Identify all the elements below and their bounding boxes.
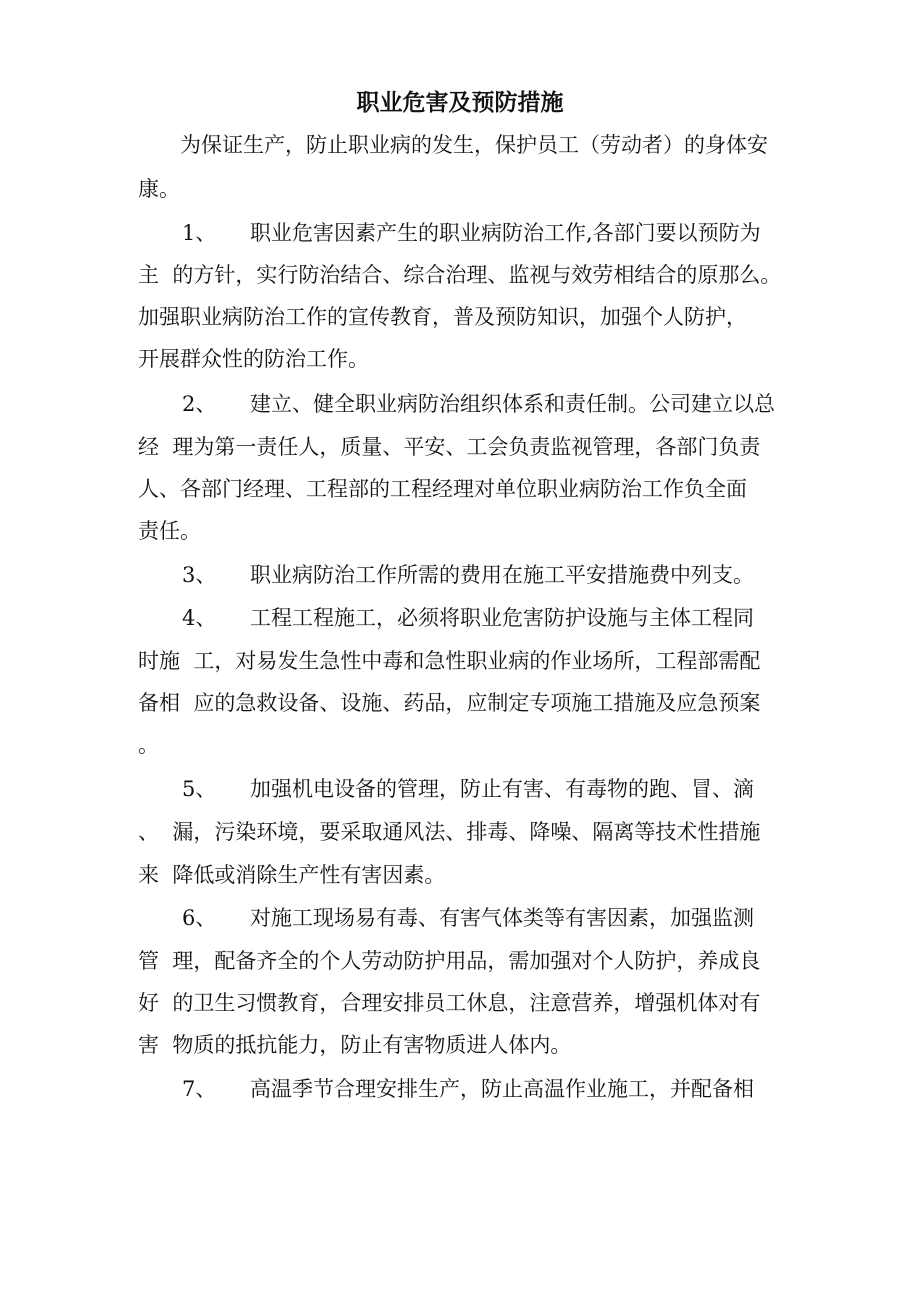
item-1-line-2: 主 的方针，实行防治结合、综合治理、监视与效劳相结合的原那么。	[138, 263, 782, 287]
item-4-line-4: 。	[138, 733, 159, 757]
item-4-line-3: 备相 应的急救设备、设施、药品，应制定专项施工措施及应急预案	[138, 691, 761, 715]
item-4-line-1: 工程工程施工，必须将职业危害防护设施与主体工程同	[250, 606, 754, 630]
item-2-line-4: 责任。	[138, 519, 201, 543]
item-7-line-1: 高温季节合理安排生产，防止高温作业施工，并配备相	[250, 1077, 754, 1101]
item-1-line-3: 加强职业病防治工作的宣传教育，普及预防知识，加强个人防护，	[138, 305, 747, 329]
item-5-number: 5、	[182, 777, 217, 801]
page-title: 职业危害及预防措施	[356, 89, 564, 116]
item-6-line-2: 管 理，配备齐全的个人劳动防护用品，需加强对个人防护，养成良	[138, 949, 761, 973]
item-6-line-3: 好 的卫生习惯教育，合理安排员工休息，注意营养，增强机体对有	[138, 991, 761, 1015]
intro-line-2: 康。	[138, 177, 180, 201]
item-4-number: 4、	[182, 606, 217, 630]
item-3-number: 3、	[182, 563, 217, 587]
item-2-line-2: 经 理为第一责任人，质量、平安、工会负责监视管理，各部门负责	[138, 435, 761, 459]
item-4-line-2: 时施 工，对易发生急性中毒和急性职业病的作业场所，工程部需配	[138, 649, 761, 673]
item-1-line-4: 开展群众性的防治工作。	[138, 347, 369, 371]
item-6-line-1: 对施工现场易有毒、有害气体类等有害因素，加强监测	[250, 906, 754, 930]
item-5-line-3: 来 降低或消除生产性有害因素。	[138, 863, 446, 887]
item-2-line-3: 人、各部门经理、工程部的工程经理对单位职业病防治工作负全面	[138, 477, 747, 501]
item-5-line-2: 、 漏，污染环境，要采取通风法、排毒、降噪、隔离等技术性措施	[138, 820, 761, 844]
item-2-number: 2、	[182, 392, 217, 416]
item-6-line-4: 害 物质的抵抗能力，防止有害物质进人体内。	[138, 1033, 572, 1057]
item-1-line-1: 职业危害因素产生的职业病防治工作,各部门要以预防为	[250, 221, 761, 245]
intro-line-1: 为保证生产，防止职业病的发生，保护员工（劳动者）的身体安	[180, 133, 768, 157]
item-6-number: 6、	[182, 906, 217, 930]
item-1-number: 1、	[182, 221, 217, 245]
item-5-line-1: 加强机电设备的管理，防止有害、有毒物的跑、冒、滴	[250, 777, 754, 801]
item-2-line-1: 建立、健全职业病防治组织体系和责任制。公司建立以总	[250, 392, 775, 416]
item-7-number: 7、	[182, 1077, 217, 1101]
item-3-line-1: 职业病防治工作所需的费用在施工平安措施费中列支。	[250, 563, 754, 587]
